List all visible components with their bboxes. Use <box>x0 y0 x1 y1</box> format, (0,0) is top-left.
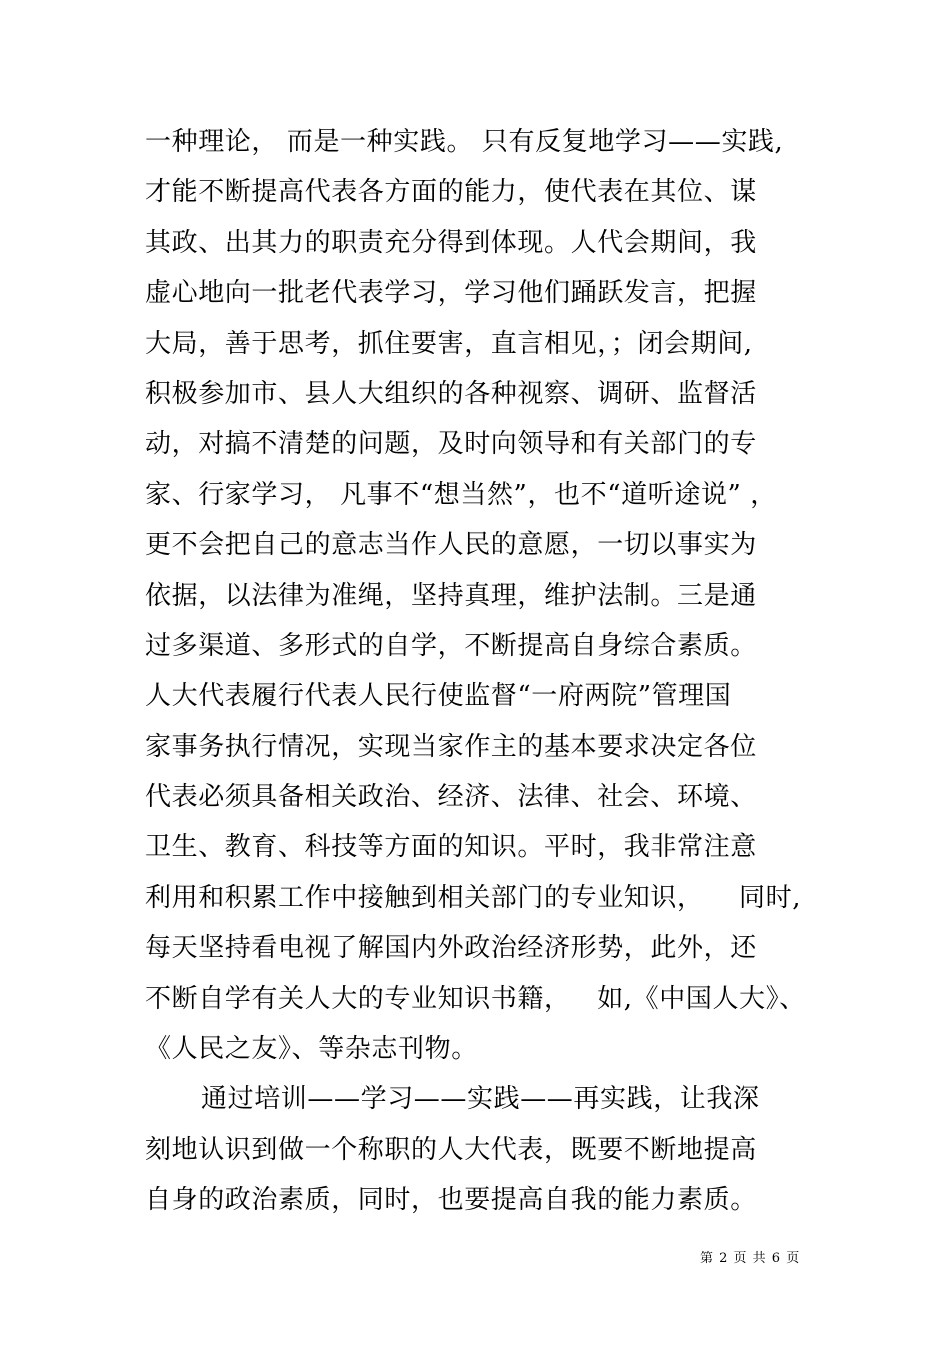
text-line: 大局，善于思考，抓住要害，直言相见，；闭会期间, <box>145 328 753 359</box>
text-line: 更不会把自己的意志当作人民的意愿，一切以事实为 <box>145 530 757 561</box>
text-line: 刻地认识到做一个称职的人大代表，既要不断地提高 <box>145 1134 757 1165</box>
text-line: 动，对搞不清楚的问题，及时向领导和有关部门的专 <box>145 429 757 460</box>
text-line: 每天坚持看电视了解国内外政治经济形势，此外，还 <box>145 933 757 964</box>
text-line: 人大代表履行代表人民行使监督“一府两院”管理国 <box>145 681 732 712</box>
text-line: 一种理论， 而是一种实践。 只有反复地学习——实践, <box>145 127 784 157</box>
text-line: 虚心地向一批老代表学习，学习他们踊跃发言，把握 <box>145 278 757 309</box>
text-line: 其政、出其力的职责充分得到体现。人代会期间，我 <box>145 227 757 258</box>
paragraph-first-line: 通过培训——学习——实践——再实践，让我深 <box>201 1084 760 1115</box>
text-line: 自身的政治素质，同时，也要提高自我的能力素质。 <box>145 1185 757 1216</box>
body-text <box>145 117 835 1226</box>
text-line: 才能不断提高代表各方面的能力，使代表在其位、谋 <box>145 177 757 208</box>
page-number-footer: 第 2 页 共 6 页 <box>700 1251 801 1266</box>
text-line: 卫生、教育、科技等方面的知识。平时，我非常注意 <box>145 832 757 863</box>
text-line: 过多渠道、多形式的自学，不断提高自身综合素质。 <box>145 630 757 661</box>
text-line: 家事务执行情况，实现当家作主的基本要求决定各位 <box>145 731 757 762</box>
text-line: 《人民之友》、等杂志刊物。 <box>145 1034 478 1065</box>
text-line: 利用和积累工作中接触到相关部门的专业知识， 同时, <box>145 882 802 913</box>
text-line: 家、行家学习， 凡事不“想当然”，也不“道听途说” ， <box>145 479 777 510</box>
text-line: 积极参加市、县人大组织的各种视察、调研、监督活 <box>145 378 757 409</box>
text-line: 依据，以法律为准绳，坚持真理，维护法制。三是通 <box>145 580 757 611</box>
text-line: 代表必须具备相关政治、经济、法律、社会、环境、 <box>145 782 757 813</box>
text-line: 不断自学有关人大的专业知识书籍， 如,《中国人大》、 <box>145 983 806 1014</box>
